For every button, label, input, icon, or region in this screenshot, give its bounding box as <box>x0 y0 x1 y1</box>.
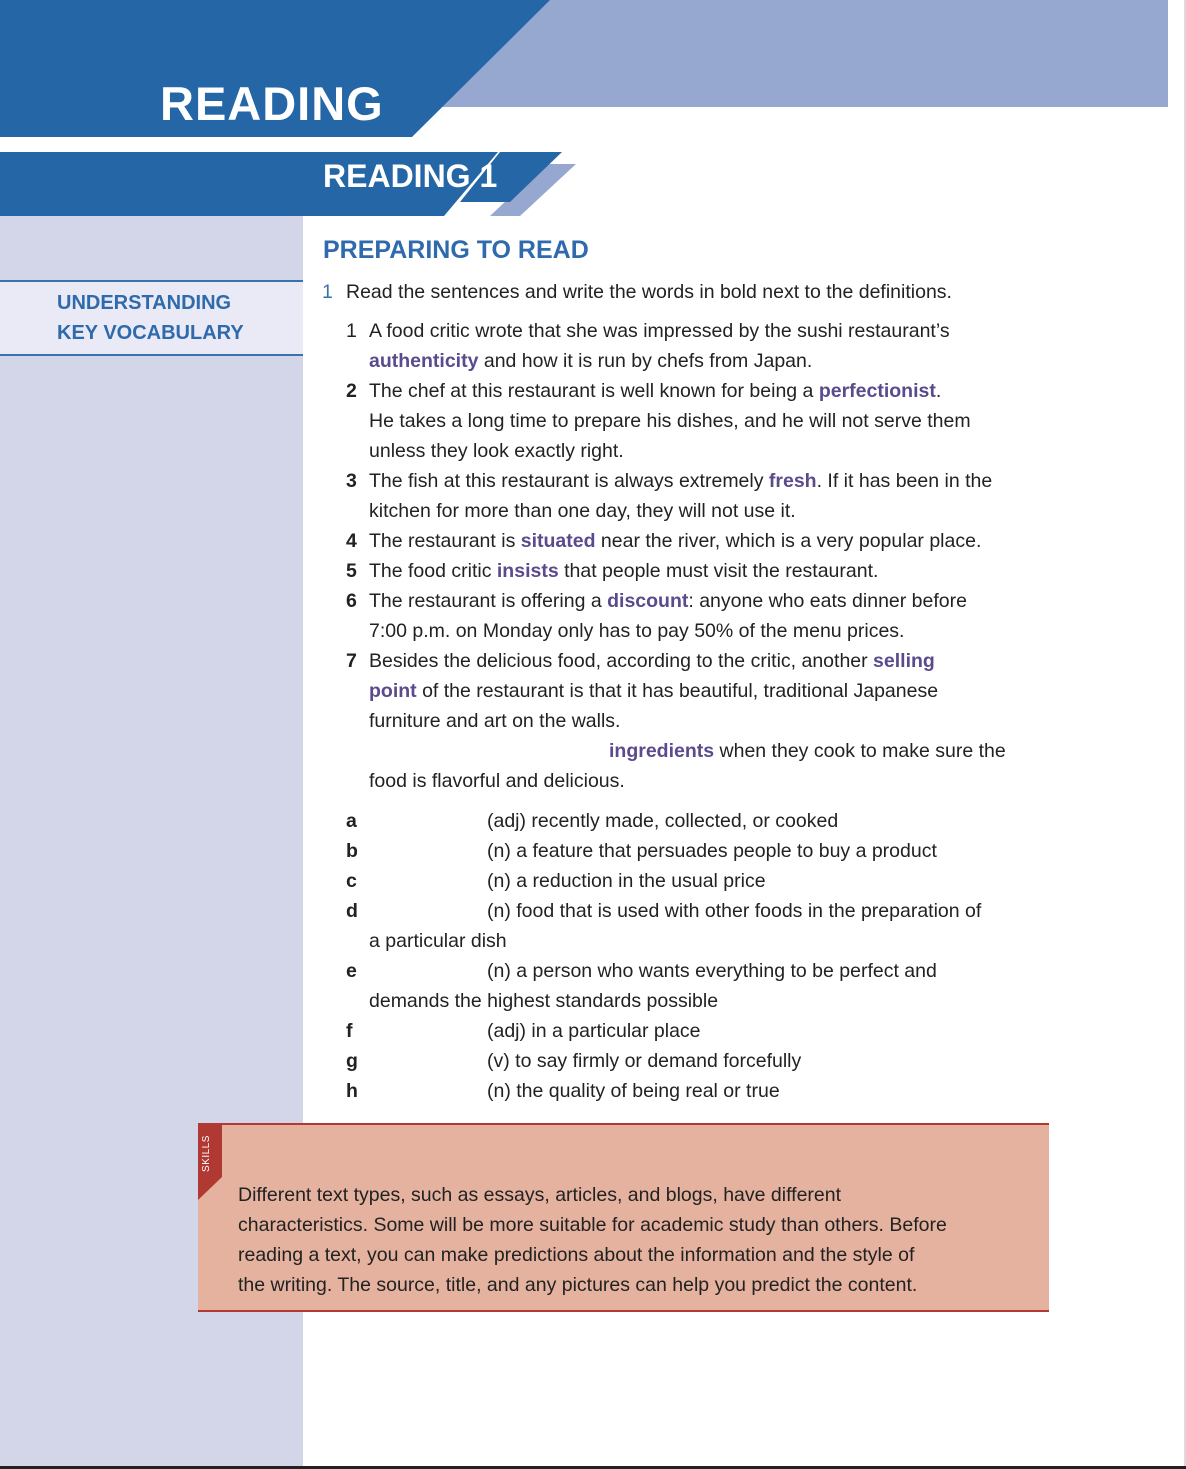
definition-text: (adj) recently made, collected, or cooked <box>487 810 839 832</box>
definition-letter: e <box>346 960 357 982</box>
sentence-number: 5 <box>346 560 357 582</box>
sentence-line: The restaurant is offering a discount: anyone who eats dinner before <box>369 590 967 612</box>
sentence-line: unless they look exactly right. <box>369 440 624 462</box>
definition-text: (adj) in a particular place <box>487 1020 701 1042</box>
page-heading: PREPARING TO READ <box>323 236 589 264</box>
sentence-line: kitchen for more than one day, they will not use it. <box>369 500 796 522</box>
sentence-line: food is flavorful and delicious. <box>369 770 625 792</box>
sentence-line: point of the restaurant is that it has beautiful, traditional Japanese <box>369 680 939 702</box>
sentence-line: 7:00 p.m. on Monday only has to pay 50% of the menu prices. <box>369 620 905 642</box>
section-title: READING <box>160 77 384 130</box>
vocabulary-word: insists <box>496 560 559 582</box>
vocabulary-word: authenticity <box>369 350 479 372</box>
sentence-number: 2 <box>346 380 357 402</box>
skills-line: Different text types, such as essays, articles, and blogs, have different <box>238 1184 842 1206</box>
sentence-line: furniture and art on the walls. <box>369 710 621 732</box>
definition-letter: b <box>346 840 358 862</box>
definition-letter: c <box>346 870 357 892</box>
sentence-line: The chef at this restaurant is well known for being a perfectionist. <box>369 380 942 402</box>
reading1-banner <box>0 150 600 220</box>
definition-letter: d <box>346 900 358 922</box>
vocabulary-word: perfectionist <box>818 380 936 402</box>
vocabulary-word: fresh <box>768 470 817 492</box>
definition-letter: h <box>346 1080 358 1102</box>
sentence-number: 3 <box>346 470 357 492</box>
instruction-text: Read the sentences and write the words in bold next to the definitions. <box>346 281 952 303</box>
sentence-line: Besides the delicious food, according to the critic, another selling <box>369 650 935 672</box>
definition-text-continued: demands the highest standards possible <box>369 990 719 1012</box>
sidebar-label-line1: UNDERSTANDING <box>57 292 232 314</box>
instruction-number: 1 <box>322 281 333 303</box>
skills-line: reading a text, you can make predictions about the information and the style of <box>238 1244 915 1266</box>
definition-text: (v) to say firmly or demand forcefully <box>487 1050 802 1072</box>
sentence-number: 7 <box>346 650 357 672</box>
sentence-line: The fish at this restaurant is always extremely fresh. If it has been in the <box>369 470 993 492</box>
sentence-number: 4 <box>346 530 357 552</box>
sentence-line: The food critic insists that people must visit the restaurant. <box>369 560 879 582</box>
subsection-title: READING 1 <box>323 158 498 194</box>
definition-letter: g <box>346 1050 358 1072</box>
definition-text: (n) the quality of being real or true <box>487 1080 780 1102</box>
sentence-line: The restaurant is situated near the river, which is a very popular place. <box>369 530 982 552</box>
definition-letter: a <box>346 810 357 832</box>
vocabulary-word: point <box>369 680 417 702</box>
definition-text: (n) a person who wants everything to be perfect and <box>487 960 937 982</box>
skills-tab-label: SKILLS <box>201 1135 212 1172</box>
sentence-line: A food critic wrote that she was impressed by the sushi restaurant’s <box>369 320 950 342</box>
sentence-line: authenticity and how it is run by chefs from Japan. <box>369 350 813 372</box>
sidebar-label-line2: KEY VOCABULARY <box>57 322 244 344</box>
definition-text: (n) a reduction in the usual price <box>487 870 766 892</box>
definition-text: (n) a feature that persuades people to buy a product <box>487 840 937 862</box>
definition-letter: f <box>346 1020 353 1042</box>
vocabulary-word: situated <box>520 530 596 552</box>
vocabulary-word: ingredients <box>609 740 715 762</box>
sentence-line: ingredients when they cook to make sure the <box>609 740 1006 762</box>
skills-line: the writing. The source, title, and any pictures can help you predict the content. <box>238 1274 918 1296</box>
vocabulary-word: selling <box>873 650 935 672</box>
sentence-line: He takes a long time to prepare his dishes, and he will not serve them <box>369 410 971 432</box>
vocabulary-word: discount <box>607 590 689 612</box>
definition-text: (n) food that is used with other foods in the preparation of <box>487 900 982 922</box>
definition-text-continued: a particular dish <box>369 930 507 952</box>
sentence-number: 6 <box>346 590 357 612</box>
skills-line: characteristics. Some will be more suitable for academic study than others. Before <box>238 1214 947 1236</box>
sentence-number: 1 <box>346 320 357 342</box>
